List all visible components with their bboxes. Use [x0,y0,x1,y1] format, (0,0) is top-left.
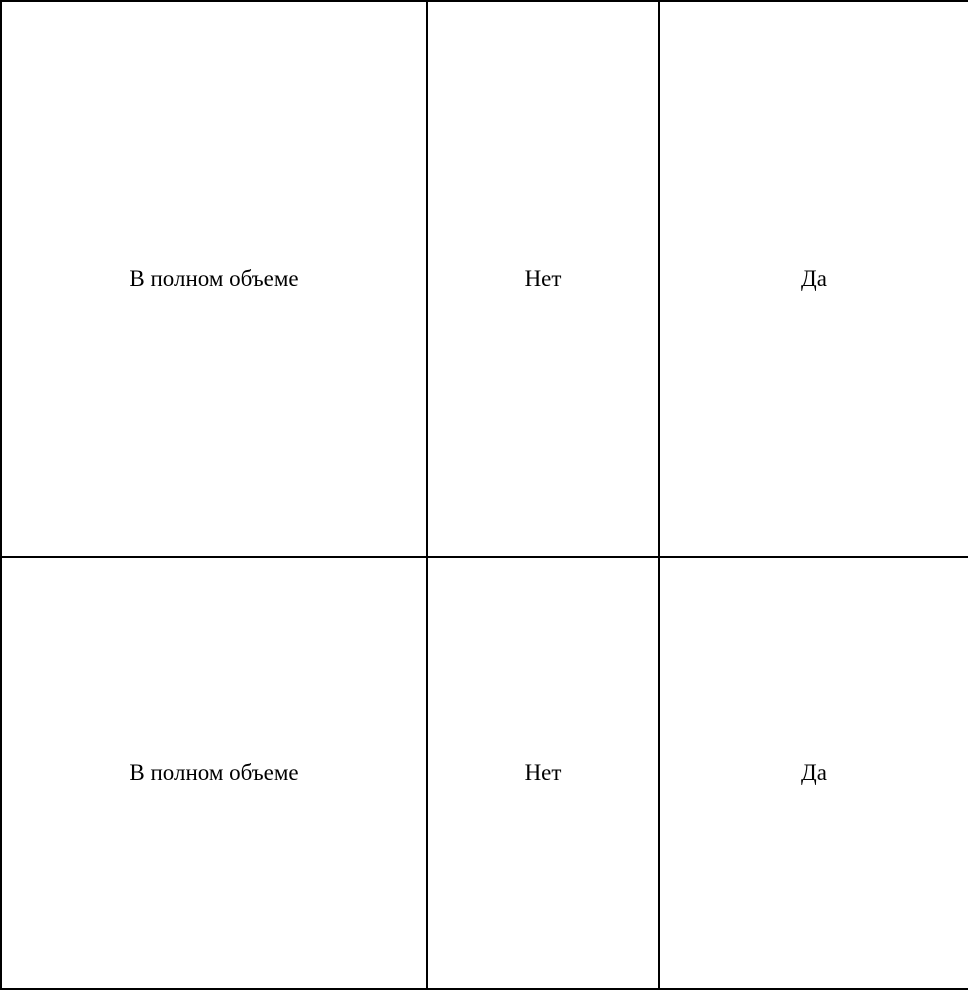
table-cell-answer [659,557,968,989]
cell-text: Нет [524,760,562,785]
cell-text: Да [801,266,827,291]
table-row [1,1,968,557]
table-cell-answer [427,1,659,557]
cell-text: В полном объеме [129,760,299,785]
cell-text: В полном объеме [129,266,299,291]
cell-text: Нет [524,266,562,291]
table-cell-answer [427,557,659,989]
table-cell-scope [1,557,427,989]
cell-text: Да [801,760,827,785]
table-cell-answer [659,1,968,557]
table-cell-scope [1,1,427,557]
table-row [1,557,968,989]
